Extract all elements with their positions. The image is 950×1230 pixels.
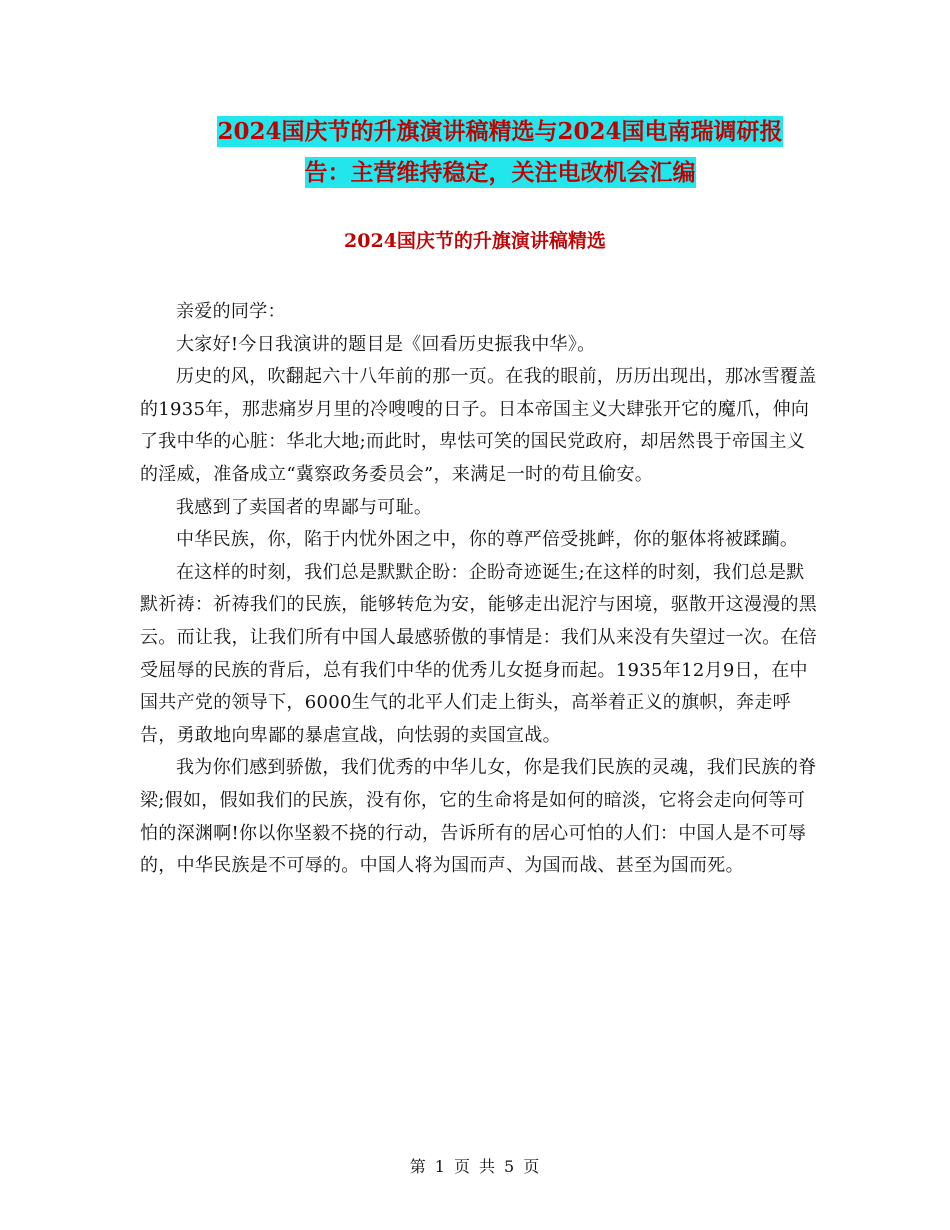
footer-page-label: 页 [453, 1157, 471, 1176]
document-title [140, 111, 860, 193]
page-footer [0, 1154, 950, 1177]
paragraph: 我感到了卖国者的卑鄙与可耻。 [176, 496, 433, 518]
paragraph: 在这样的时刻，我们总是默默企盼：企盼奇迹诞生;在这样的时刻，我们总是默默祈祷：祈祷我们的民族，能够转危为安，能够走出泥泞与困境，驱散开这漫漫的黑云。而让我，让我们所有中国人最感骄傲的事情是：我们从来没有失望过一次。在倍受屈辱的民族的背后，总有我们中华的优秀儿女挺身而起。1935年12月9日，在中国共产党的领导下，6000生气的北平人们走上街头，高举着正义的旗帜，奔走呼告，勇敢地向卑鄙的暴虐宣战，向怯弱的卖国宣战。 [140, 561, 818, 746]
footer-page-number: 1 [434, 1157, 446, 1176]
body-text [140, 296, 820, 883]
paragraph: 中华民族，你，陷于内忧外困之中，你的尊严倍受挑衅，你的躯体将被蹂躏。 [176, 529, 799, 551]
footer-total-pages: 5 [504, 1157, 516, 1176]
footer-prefix: 第 [409, 1157, 427, 1176]
paragraph-intro: 大家好!今日我演讲的题目是《回看历史振我中华》。 [176, 333, 596, 355]
document-title-line-2: 告：主营维持稳定，关注电改机会汇编 [304, 159, 696, 186]
footer-total-label: 共 [479, 1157, 497, 1176]
section-title: 2024国庆节的升旗演讲稿精选 [344, 230, 606, 252]
paragraph: 历史的风，吹翻起六十八年前的那一页。在我的眼前，历历出现出，那冰雪覆盖的1935年，那悲痛岁月里的冷嗖嗖的日子。日本帝国主义大肆张开它的魔爪，伸向了我中华的心脏：华北大地;而此时，卑怯可笑的国民党政府，却居然畏于帝国主义的淫威，准备成立“冀察政务委员会”，来满足一时的苟且偷安。 [140, 366, 817, 485]
paragraph: 我为你们感到骄傲，我们优秀的中华儿女，你是我们民族的灵魂，我们民族的脊梁;假如，假如我们的民族，没有你，它的生命将是如何的暗淡，它将会走向何等可怕的深渊啊!你以你坚毅不挠的行动，告诉所有的居心可怕的人们：中国人是不可辱的，中华民族是不可辱的。中国人将为国而声、为国而战、甚至为国而死。 [140, 757, 817, 877]
footer-suffix: 页 [523, 1157, 541, 1176]
document-title-line-1: 2024国庆节的升旗演讲稿精选与2024国电南瑞调研报 [217, 118, 783, 145]
paragraph-greeting: 亲爱的同学： [176, 301, 286, 322]
